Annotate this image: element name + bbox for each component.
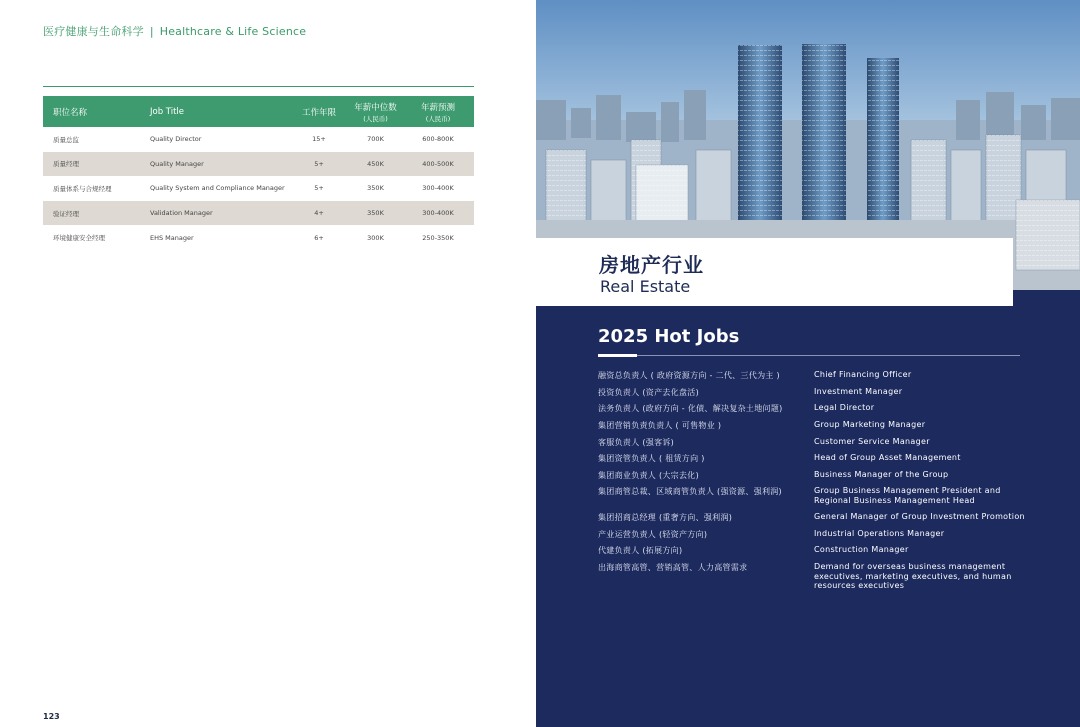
left-page: [0, 0, 536, 727]
cell-experience: 5+: [289, 152, 349, 177]
cell-position-cn: 质量经理: [43, 152, 140, 177]
job-title-cn: 出海商管高管、营销高管、人力高管需求: [598, 563, 748, 572]
header-forecast-label: 年薪预测: [420, 102, 455, 113]
cell-position-cn: 验证经理: [43, 201, 140, 226]
cell-position-cn: 环境健康安全经理: [53, 234, 105, 243]
job-title-en: General Manager of Group Investment Promotion: [814, 512, 1025, 521]
top-divider: [43, 86, 474, 87]
header-job-title: Job Title: [140, 96, 289, 127]
section-header: [43, 23, 306, 39]
job-title-cn: 投资负责人 (资产去化盘活): [598, 388, 699, 397]
table-row: [43, 176, 474, 201]
job-title-cn: 集团资管负责人 ( 租赁方向 ): [598, 454, 705, 463]
table-row: [43, 201, 474, 226]
job-title-en: Construction Manager: [814, 545, 909, 554]
job-title-en: Customer Service Manager: [814, 437, 930, 446]
cell-job-title: Quality Director: [150, 135, 202, 144]
header-median-label: 年薪中位数: [354, 102, 397, 113]
table-row: [43, 152, 474, 177]
section-header-separator: |: [149, 25, 154, 38]
cell-forecast: 300-400K: [402, 201, 474, 226]
cell-median: 350K: [349, 201, 402, 226]
job-title-cn: 集团营销负责负责人 ( 可售物业 ): [598, 421, 722, 430]
cell-median: 350K: [367, 184, 384, 193]
hot-jobs-divider: [598, 355, 1020, 356]
cell-job-title: EHS Manager: [150, 233, 194, 242]
hot-jobs-title: 2025 Hot Jobs: [598, 326, 740, 347]
page-number: 123: [43, 712, 60, 721]
job-title-en: Investment Manager: [814, 387, 903, 396]
job-title-en: Business Manager of the Group: [814, 470, 949, 479]
cell-forecast: 600-800K: [422, 135, 454, 144]
industry-title-en: Real Estate: [600, 277, 691, 296]
job-title-cn: 客服负责人 (强客诉): [598, 438, 675, 447]
job-title-en: Group Business Management President and Regional Business Management Head: [814, 486, 1001, 505]
right-page: [536, 0, 1080, 727]
header-forecast-unit: (人民币): [425, 114, 451, 123]
table-header-row: [43, 96, 474, 127]
cell-experience: 6+: [314, 233, 324, 242]
job-title-en: Chief Financing Officer: [814, 370, 912, 379]
job-title-cn: 产业运营负责人 (轻资产方向): [598, 530, 708, 539]
header-forecast-salary: [402, 96, 474, 127]
cell-position-cn: 质量体系与合规经理: [53, 184, 112, 193]
job-title-cn: 集团招商总经理 (重奢方向、强利润): [598, 513, 733, 522]
header-experience: 工作年限: [289, 96, 349, 127]
table-row: [43, 127, 474, 152]
cell-median: 450K: [349, 152, 402, 177]
cell-forecast: 300-400K: [422, 184, 454, 193]
job-title-en: Industrial Operations Manager: [814, 529, 945, 538]
table-row: [43, 225, 474, 250]
header-median-salary: [349, 96, 402, 127]
header-median-unit: (人民币): [363, 114, 388, 123]
cell-median: 700K: [367, 135, 384, 144]
cell-position-cn: 质量总监: [53, 135, 79, 144]
cell-experience: 15+: [312, 135, 326, 144]
job-title-cn: 代建负责人 (拓展方向): [598, 546, 683, 555]
cell-job-title: Quality System and Compliance Manager: [150, 184, 285, 193]
job-title-cn: 法务负责人 (政府方向 - 化债、解决复杂土地问题): [598, 404, 783, 413]
section-header-en: Healthcare & Life Science: [159, 25, 307, 38]
job-title-cn: 集团商业负责人 (大宗去化): [598, 471, 699, 480]
industry-title-cn: 房地产行业: [599, 253, 704, 277]
cell-forecast: 250-350K: [422, 233, 454, 242]
cell-forecast: 400-500K: [402, 152, 474, 177]
job-title-en: Legal Director: [814, 403, 875, 412]
cell-median: 300K: [367, 233, 384, 242]
job-title-cn: 集团商管总裁、区域商管负责人 (强资源、强利润): [598, 487, 782, 496]
cell-experience: 5+: [314, 184, 324, 193]
job-title-en: Head of Group Asset Management: [814, 453, 961, 462]
salary-table: [43, 96, 474, 250]
job-title-en: Demand for overseas business management executives, marketing executives, and human resources executives: [814, 562, 1012, 590]
hot-jobs-divider-accent: [598, 354, 637, 357]
industry-title-card: [536, 238, 1013, 306]
cell-experience: 4+: [289, 201, 349, 226]
header-position-cn: 职位名称: [43, 96, 140, 127]
cell-job-title: Validation Manager: [140, 201, 289, 226]
job-title-cn: 融资总负责人 ( 政府资源方向 - 二代、三代为主 ): [598, 371, 780, 380]
section-header-cn: 医疗健康与生命科学: [43, 25, 144, 38]
cell-job-title: Quality Manager: [140, 152, 289, 177]
job-title-en: Group Marketing Manager: [814, 420, 926, 429]
